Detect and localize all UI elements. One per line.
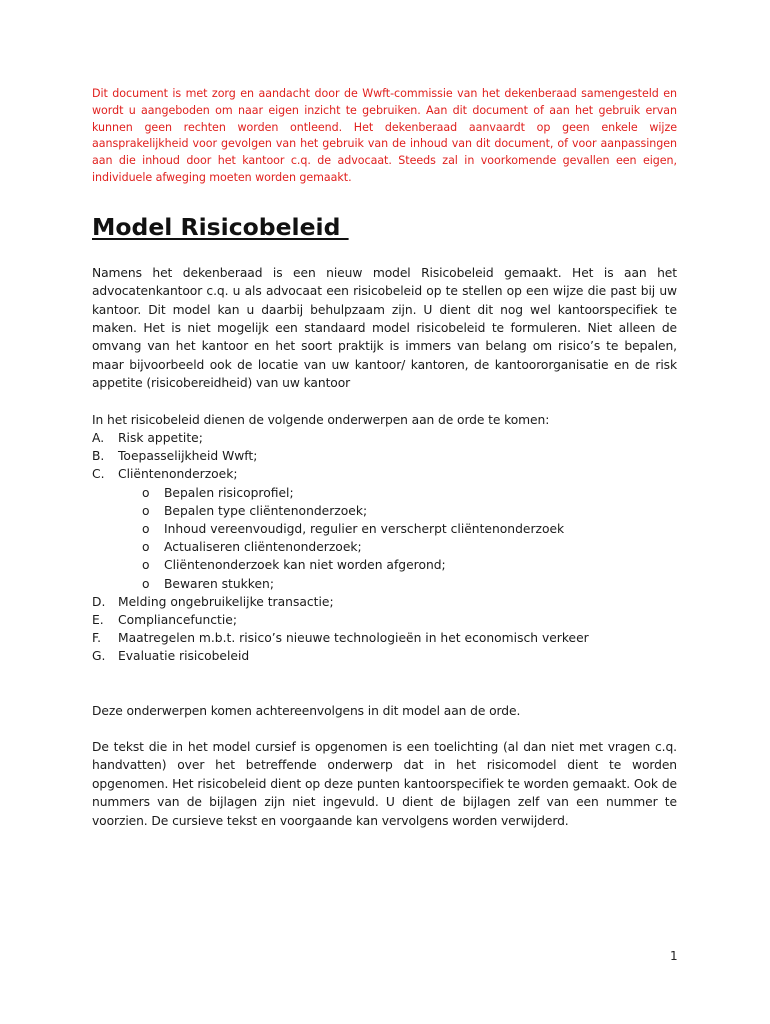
bullet-marker: o (142, 540, 150, 555)
list-marker: C. (92, 467, 105, 482)
document-page (92, 86, 677, 830)
page-number: 1 (670, 949, 678, 963)
list-item (92, 611, 677, 629)
bullet-marker: o (142, 558, 150, 573)
sublist-container (92, 484, 677, 593)
document-title: Model Risicobeleid (92, 212, 349, 241)
bullet-marker: o (142, 576, 150, 591)
sublist-item-label: Bewaren stukken; (164, 576, 274, 591)
bullet-marker: o (142, 503, 150, 518)
topics-intro: In het risicobeleid dienen de volgende onderwerpen aan de orde te komen: (92, 412, 550, 427)
list-item (92, 465, 677, 483)
list-item-label: Compliancefunctie; (118, 613, 238, 628)
sublist-item-label: Inhoud vereenvoudigd, regulier en verscherpt cliëntenonderzoek (164, 522, 565, 537)
list-item (92, 593, 677, 611)
summary-paragraph: Deze onderwerpen komen achtereenvolgens in dit model aan de orde. (92, 703, 521, 718)
sublist-item (92, 556, 677, 574)
bullet-marker: o (142, 522, 150, 537)
list-item-label: Cliëntenonderzoek; (118, 467, 238, 482)
topics-list (92, 429, 677, 666)
sublist-item (92, 575, 677, 593)
sublist-item (92, 520, 677, 538)
list-item (92, 629, 677, 647)
list-item-label: Risk appetite; (118, 431, 203, 446)
list-item-label: Evaluatie risicobeleid (118, 649, 250, 664)
list-item-label: Toepasselijkheid Wwft; (118, 449, 258, 464)
list-marker: G. (92, 649, 106, 664)
list-item (92, 447, 677, 465)
subtopics-list (92, 484, 677, 593)
sublist-item-label: Bepalen risicoprofiel; (164, 485, 294, 500)
sublist-item (92, 484, 677, 502)
disclaimer-text: Dit document is met zorg en aandacht door de Wwft-commissie van het dekenberaad samengesteld en wordt u aangeboden om naar eigen inzicht te gebruiken. Aan dit document of aan het gebruik ervan kunnen geen rechten worden ontleend. Het dekenberaad aanvaardt op geen enkele wijze aansprakelijkheid voor gevolgen van het gebruik van de inhoud van dit document, of voor aanpassingen aan die inhoud door het kantoor c.q. de advocaat. Steeds zal in voorkomende gevallen een eigen, individuele afweging moeten worden gemaakt. (92, 87, 677, 184)
list-marker: D. (92, 594, 106, 609)
list-marker: B. (92, 449, 105, 464)
sublist-item-label: Bepalen type cliëntenonderzoek; (164, 503, 368, 518)
list-marker: E. (92, 613, 104, 628)
sublist-item (92, 502, 677, 520)
sublist-item (92, 538, 677, 556)
list-marker: F. (92, 631, 102, 646)
intro-paragraph: Namens het dekenberaad is een nieuw model Risicobeleid gemaakt. Het is aan het advocatenkantoor c.q. u als advocaat een risicobeleid op te stellen op een wijze die past bij uw kantoor. Dit model kan u daarbij behulpzaam zijn. U dient dit nog wel kantoorspecifiek te maken. Het is niet mogelijk een standaard model risicobeleid te formuleren. Niet alleen de omvang van het kantoor en het soort praktijk is immers van belang om risico’s te bepalen, maar bijvoorbeeld ook de locatie van uw kantoor/ kantoren, de kantoororganisatie en de risk appetite (risicobereidheid) van uw kantoor (92, 265, 677, 391)
list-item (92, 647, 677, 665)
list-item-label: Melding ongebruikelijke transactie; (118, 594, 334, 609)
list-item-label: Maatregelen m.b.t. risico’s nieuwe technologieën in het economisch verkeer (118, 631, 589, 646)
sublist-item-label: Cliëntenonderzoek kan niet worden afgerond; (164, 558, 446, 573)
list-item (92, 429, 677, 447)
sublist-item-label: Actualiseren cliëntenonderzoek; (164, 540, 362, 555)
list-marker: A. (92, 431, 105, 446)
instructions-paragraph: De tekst die in het model cursief is opgenomen is een toelichting (al dan niet met vragen c.q. handvatten) over het betreffende onderwerp dat in het risicomodel dient te worden opgenomen. Het risicobeleid dient op deze punten kantoorspecifiek te worden gemaakt. Ook de nummers van de bijlagen zijn niet ingevuld. U dient de bijlagen zelf van een nummer te voorzien. De cursieve tekst en voorgaande kan vervolgens worden verwijderd. (92, 740, 677, 828)
bullet-marker: o (142, 485, 150, 500)
